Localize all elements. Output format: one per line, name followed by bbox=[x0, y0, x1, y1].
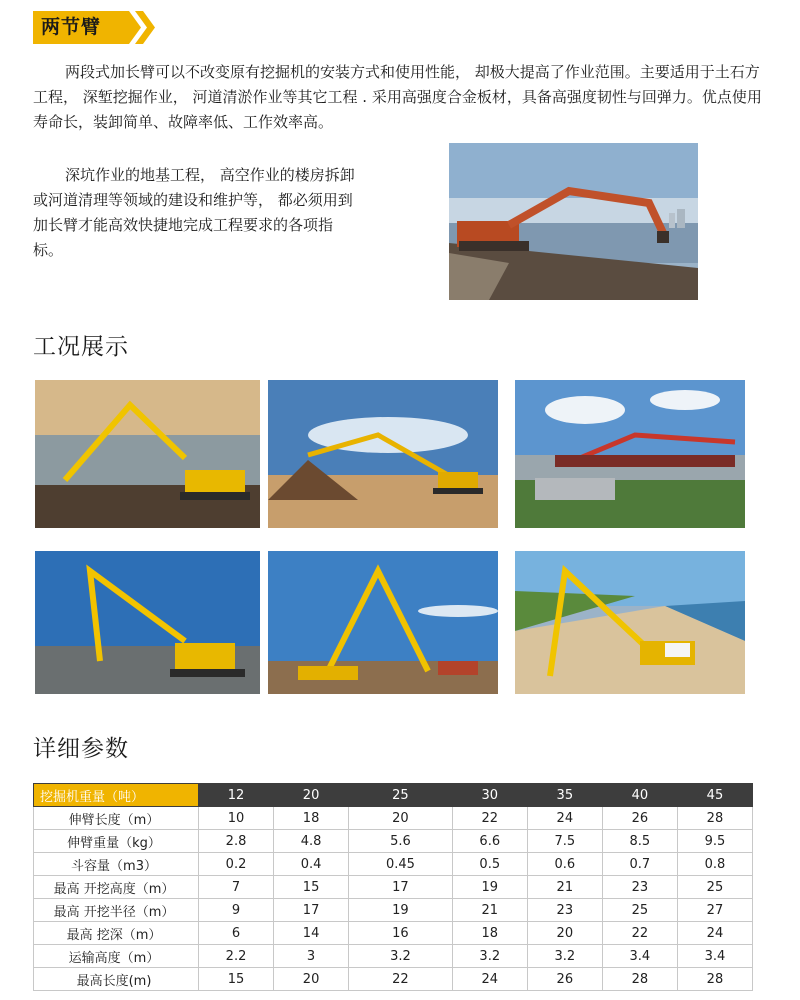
table-cell: 17 bbox=[274, 899, 349, 922]
photo-excavator-sand-mound bbox=[268, 380, 498, 528]
table-cell: 3.4 bbox=[602, 945, 677, 968]
table-row bbox=[34, 876, 753, 899]
table-cell: 22 bbox=[452, 807, 527, 830]
table-cell: 28 bbox=[677, 807, 752, 830]
table-row bbox=[34, 968, 753, 991]
table-row bbox=[34, 945, 753, 968]
table-cell: 24 bbox=[527, 807, 602, 830]
table-cell: 3 bbox=[274, 945, 349, 968]
table-cell: 0.45 bbox=[349, 853, 453, 876]
section-title-showcase: 工况展示 bbox=[33, 334, 129, 360]
header-weight: 12 bbox=[199, 784, 274, 807]
table-cell: 8.5 bbox=[602, 830, 677, 853]
table-cell: 7 bbox=[199, 876, 274, 899]
parameter-table bbox=[33, 783, 753, 991]
row-label: 运输高度（m） bbox=[34, 945, 199, 968]
table-cell: 20 bbox=[274, 968, 349, 991]
table-cell: 0.6 bbox=[527, 853, 602, 876]
section-badge bbox=[33, 11, 155, 44]
photo-yellow-longarm-port bbox=[35, 551, 260, 694]
header-weight: 25 bbox=[349, 784, 453, 807]
header-weight: 20 bbox=[274, 784, 349, 807]
table-cell: 9.5 bbox=[677, 830, 752, 853]
table-cell: 3.4 bbox=[677, 945, 752, 968]
table-cell: 19 bbox=[349, 899, 453, 922]
secondary-paragraph: 深坑作业的地基工程， 高空作业的楼房拆卸或河道清理等领域的建设和维护等， 都必须用到加长臂才能高效快捷地完成工程要求的各项指标。 bbox=[33, 166, 355, 259]
table-row bbox=[34, 830, 753, 853]
photo-yellow-longarm-harbor bbox=[35, 380, 260, 528]
table-cell: 18 bbox=[452, 922, 527, 945]
table-row bbox=[34, 807, 753, 830]
table-cell: 0.2 bbox=[199, 853, 274, 876]
table-cell: 4.8 bbox=[274, 830, 349, 853]
intro-paragraph: 两段式加长臂可以不改变原有挖掘机的安装方式和使用性能， 却极大提高了作业范围。主要适用于土石方工程， 深堑挖掘作业， 河道清淤作业等其它工程 . 采用高强度合金板材，具备高强度韧性与回弹力。优点使用寿命长，装卸简单、故障率低、工作效率高。 bbox=[33, 63, 762, 131]
table-cell: 5.6 bbox=[349, 830, 453, 853]
table-cell: 16 bbox=[349, 922, 453, 945]
table-cell: 6.6 bbox=[452, 830, 527, 853]
row-label: 最高长度(m) bbox=[34, 968, 199, 991]
table-cell: 7.5 bbox=[527, 830, 602, 853]
table-row bbox=[34, 922, 753, 945]
table-cell: 22 bbox=[349, 968, 453, 991]
table-row bbox=[34, 853, 753, 876]
header-weight: 40 bbox=[602, 784, 677, 807]
row-label: 最高 开挖高度（m） bbox=[34, 876, 199, 899]
table-cell: 26 bbox=[602, 807, 677, 830]
table-cell: 25 bbox=[602, 899, 677, 922]
table-cell: 10 bbox=[199, 807, 274, 830]
table-cell: 28 bbox=[602, 968, 677, 991]
table-cell: 6 bbox=[199, 922, 274, 945]
photo-yellow-longarm-yard bbox=[268, 551, 498, 694]
table-cell: 15 bbox=[274, 876, 349, 899]
photo-longarm-beach bbox=[515, 551, 745, 694]
table-row bbox=[34, 899, 753, 922]
table-cell: 0.7 bbox=[602, 853, 677, 876]
header-weight-label: 挖掘机重量（吨） bbox=[34, 784, 199, 807]
table-cell: 9 bbox=[199, 899, 274, 922]
badge-title: 两节臂 bbox=[41, 16, 102, 38]
table-cell: 3.2 bbox=[452, 945, 527, 968]
header-weight: 45 bbox=[677, 784, 752, 807]
row-label: 伸臂长度（m） bbox=[34, 807, 199, 830]
table-cell: 25 bbox=[677, 876, 752, 899]
table-cell: 21 bbox=[527, 876, 602, 899]
table-cell: 22 bbox=[602, 922, 677, 945]
table-cell: 0.4 bbox=[274, 853, 349, 876]
section-title-parameters: 详细参数 bbox=[33, 736, 129, 762]
table-cell: 24 bbox=[452, 968, 527, 991]
photo-red-excavator-seaside bbox=[449, 143, 698, 300]
table-cell: 23 bbox=[602, 876, 677, 899]
table-cell: 3.2 bbox=[349, 945, 453, 968]
table-cell: 21 bbox=[452, 899, 527, 922]
header-weight: 35 bbox=[527, 784, 602, 807]
header-weight: 30 bbox=[452, 784, 527, 807]
table-cell: 2.8 bbox=[199, 830, 274, 853]
table-cell: 26 bbox=[527, 968, 602, 991]
table-cell: 14 bbox=[274, 922, 349, 945]
table-cell: 20 bbox=[349, 807, 453, 830]
table-cell: 23 bbox=[527, 899, 602, 922]
row-label: 斗容量（m3） bbox=[34, 853, 199, 876]
table-cell: 18 bbox=[274, 807, 349, 830]
table-cell: 0.5 bbox=[452, 853, 527, 876]
row-label: 伸臂重量（kg） bbox=[34, 830, 199, 853]
table-cell: 28 bbox=[677, 968, 752, 991]
table-cell: 3.2 bbox=[527, 945, 602, 968]
table-cell: 15 bbox=[199, 968, 274, 991]
table-cell: 0.8 bbox=[677, 853, 752, 876]
table-cell: 20 bbox=[527, 922, 602, 945]
row-label: 最高 开挖半径（m） bbox=[34, 899, 199, 922]
row-label: 最高 挖深（m） bbox=[34, 922, 199, 945]
table-header-row bbox=[34, 784, 753, 807]
table-cell: 27 bbox=[677, 899, 752, 922]
table-cell: 24 bbox=[677, 922, 752, 945]
table-cell: 17 bbox=[349, 876, 453, 899]
table-cell: 2.2 bbox=[199, 945, 274, 968]
photo-red-longarm-transport bbox=[515, 380, 745, 528]
table-cell: 19 bbox=[452, 876, 527, 899]
